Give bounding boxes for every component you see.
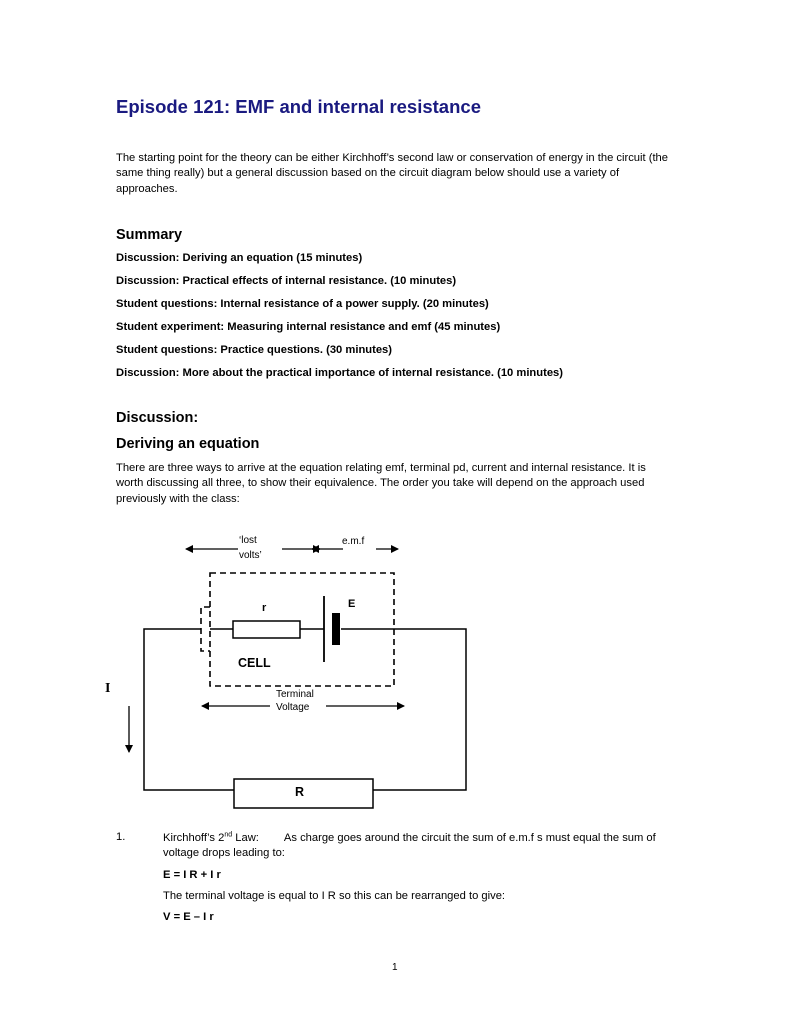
summary-heading: Summary	[116, 227, 183, 243]
equation-1: E = I R + I r	[163, 868, 221, 881]
kirchhoff-text: As charge goes around the circuit the sum of e.m.f s must equal the sum of voltage drops leading to:	[163, 832, 656, 860]
list-number: 1.	[116, 831, 126, 843]
terminal-voltage-label: Terminal	[276, 689, 314, 700]
load-resistor-label: R	[295, 785, 305, 799]
cell-short-plate	[332, 613, 340, 645]
page-number: 1	[392, 962, 398, 973]
internal-resistor	[233, 621, 300, 638]
emf-symbol-label: E	[348, 598, 356, 610]
emf-label: e.m.f	[342, 536, 365, 547]
wire-right	[341, 629, 466, 790]
summary-item: Discussion: More about the practical importance of internal resistance. (10 minutes)	[116, 367, 563, 379]
intro-paragraph: The starting point for the theory can be either Kirchhoff’s second law or conservation of energy in the circuit (the same thing really) but a general discussion based on the circuit diagram below should use a variety of approaches.	[116, 152, 669, 195]
summary-item: Student questions: Practice questions. (30 minutes)	[116, 344, 393, 356]
list-item-kirchhoff	[163, 831, 683, 925]
discussion-paragraph: There are three ways to arrive at the equation relating emf, terminal pd, current and internal resistance. It is worth discussing all three, to show their equivalence. The order you take will depend on the approach used previously with the class:	[116, 462, 646, 505]
terminal-bracket	[201, 607, 210, 651]
internal-resistance-label: r	[262, 602, 267, 614]
lost-volts-label-2: volts’	[239, 550, 262, 561]
kirchhoff-heading: Kirchhoff’s 2nd Law:	[163, 831, 259, 844]
wire-left	[144, 629, 234, 790]
summary-item: Discussion: Deriving an equation (15 minutes)	[116, 252, 363, 264]
cell-label: CELL	[238, 656, 271, 670]
summary-item: Discussion: Practical effects of internal resistance. (10 minutes)	[116, 275, 457, 287]
page-title: Episode 121: EMF and internal resistance	[116, 96, 481, 117]
discussion-heading: Discussion:	[116, 410, 199, 426]
current-label: I	[105, 681, 111, 696]
rearrange-text: The terminal voltage is equal to I R so this can be rearranged to give:	[163, 889, 506, 902]
lost-volts-label: ‘lost	[239, 535, 257, 546]
terminal-voltage-label-2: Voltage	[276, 702, 310, 713]
kirchhoff-lead	[163, 831, 683, 862]
summary-item: Student questions: Internal resistance of a power supply. (20 minutes)	[116, 298, 489, 310]
equation-2: V = E – I r	[163, 911, 214, 924]
summary-item: Student experiment: Measuring internal resistance and emf (45 minutes)	[116, 321, 501, 333]
discussion-subheading: Deriving an equation	[116, 436, 260, 452]
